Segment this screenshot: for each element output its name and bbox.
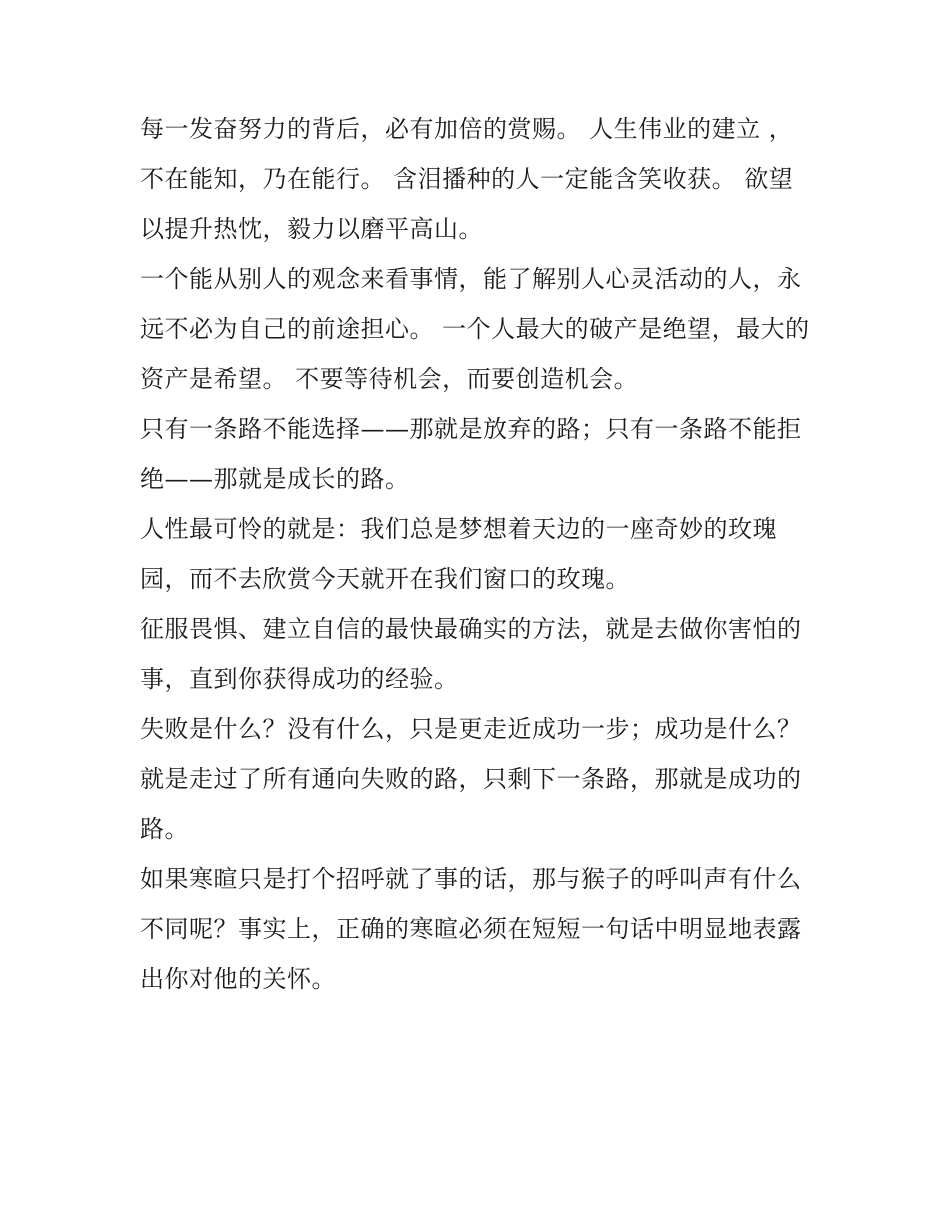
paragraph-7: 如果寒暄只是打个招呼就了事的话，那与猴子的呼叫声有什么不同呢？事实上，正确的寒暄必须在短短一句话中明显地表露出你对他的关怀。 — [140, 865, 802, 993]
paragraph-6: 失败是什么？没有什么，只是更走近成功一步；成功是什么？就是走过了所有通向失败的路，只剩下一条路，那就是成功的路。 — [140, 715, 802, 843]
paragraph-1: 每一发奋努力的背后，必有加倍的赏赐。 人生伟业的建立 ，不在能知，乃在能行。 含泪播种的人一定能含笑收获。 欲望以提升热忱，毅力以磨平高山。 — [140, 115, 794, 243]
paragraph-2: 一个能从别人的观念来看事情，能了解别人心灵活动的人，永远不必为自己的前途担心。 一个人最大的破产是绝望，最大的资产是希望。 不要等待机会，而要创造机会。 — [140, 265, 810, 393]
document-body — [140, 104, 816, 1004]
paragraph-5: 征服畏惧、建立自信的最快最确实的方法，就是去做你害怕的事，直到你获得成功的经验。 — [140, 615, 802, 693]
paragraph-3: 只有一条路不能选择——那就是放弃的路；只有一条路不能拒绝——那就是成长的路。 — [140, 415, 802, 493]
paragraph-4: 人性最可怜的就是：我们总是梦想着天边的一座奇妙的玫瑰园，而不去欣赏今天就开在我们窗口的玫瑰。 — [140, 515, 777, 593]
